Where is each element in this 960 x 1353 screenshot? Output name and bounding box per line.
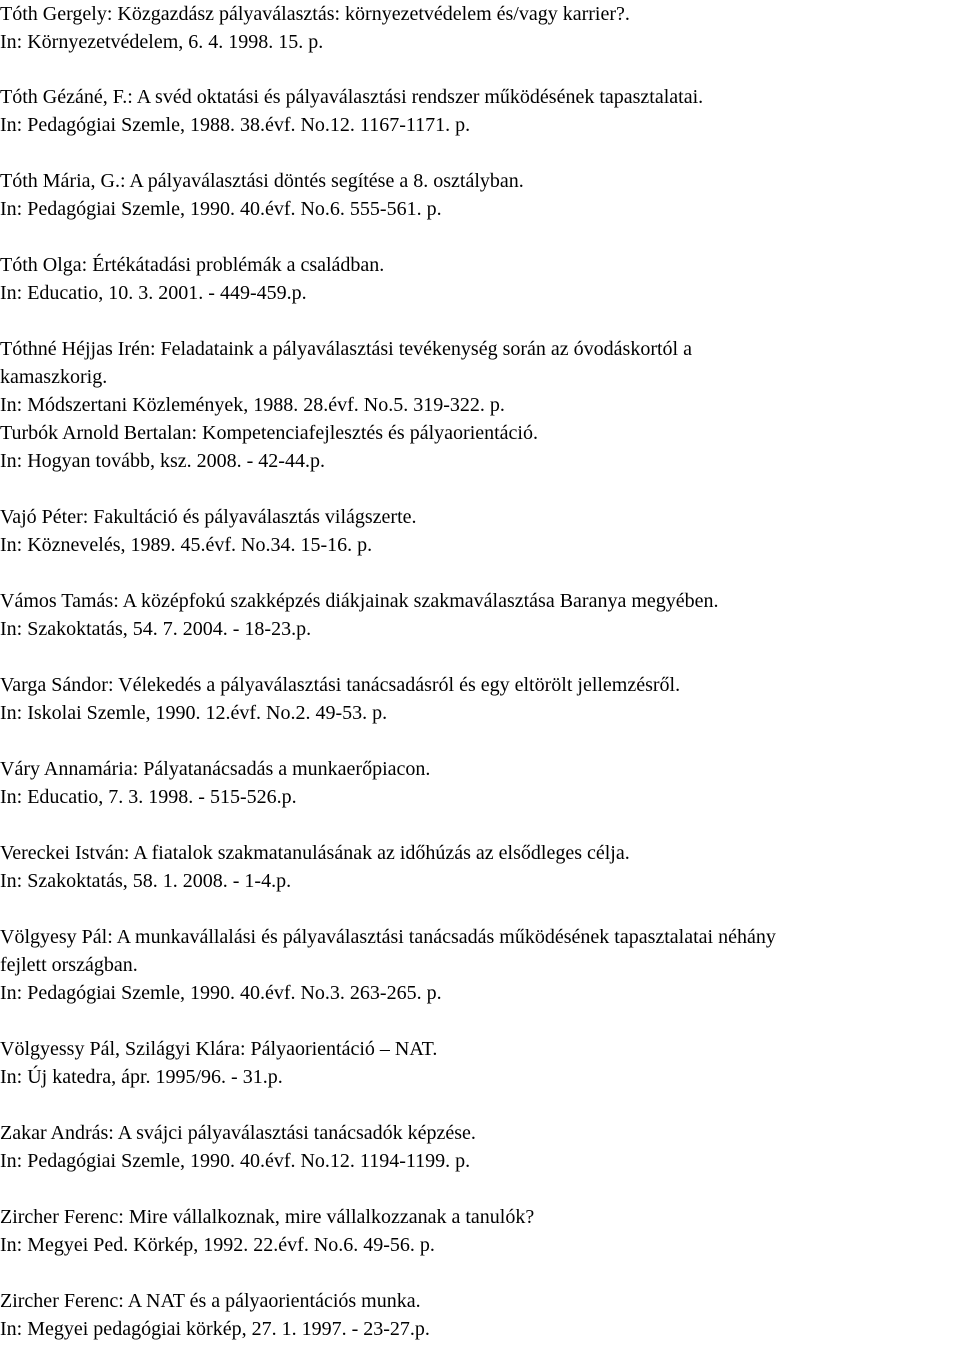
entry-source-vary: In: Educatio, 7. 3. 1998. - 515-526.p. xyxy=(0,786,297,808)
entry-source-volgyessy-szilagyi: In: Új katedra, ápr. 1995/96. - 31.p. xyxy=(0,1066,283,1088)
entry-source-varga: In: Iskolai Szemle, 1990. 12.évf. No.2. 49-53. p. xyxy=(0,702,388,724)
entry-title-toth-gergely: Tóth Gergely: Közgazdász pályaválasztás: környezetvédelem és/vagy karrier?. xyxy=(0,3,630,25)
entry-title-vereckei: Vereckei István: A fiatalok szakmatanulásának az időhúzás az elsődleges célja. xyxy=(0,842,630,864)
entry-title-vary: Váry Annamária: Pályatanácsadás a munkaerőpiacon. xyxy=(0,758,431,780)
entry-title-zircher-2: Zircher Ferenc: A NAT és a pályaorientációs munka. xyxy=(0,1290,421,1312)
entry-title-turbok: Turbók Arnold Bertalan: Kompetenciafejlesztés és pályaorientáció. xyxy=(0,422,538,444)
entry-title-toth-gezane: Tóth Gézáné, F.: A svéd oktatási és pályaválasztási rendszer működésének tapasztalatai. xyxy=(0,86,704,108)
entry-title-vajo: Vajó Péter: Fakultáció és pályaválasztás világszerte. xyxy=(0,506,417,528)
entry-source-vajo: In: Köznevelés, 1989. 45.évf. No.34. 15-16. p. xyxy=(0,534,373,556)
entry-title-volgyesy: Völgyesy Pál: A munkavállalási és pályaválasztási tanácsadás működésének tapasztalatai néhány xyxy=(0,926,776,948)
entry-title-toth-olga: Tóth Olga: Értékátadási problémák a családban. xyxy=(0,254,385,276)
entry-source-toth-gezane: In: Pedagógiai Szemle, 1988. 38.évf. No.12. 1167-1171. p. xyxy=(0,114,471,136)
entry-source-toth-maria: In: Pedagógiai Szemle, 1990. 40.évf. No.6. 555-561. p. xyxy=(0,198,442,220)
entry-title-tothne-hejjas-cont: kamaszkorig. xyxy=(0,366,108,388)
entry-source-zircher-1: In: Megyei Ped. Körkép, 1992. 22.évf. No.6. 49-56. p. xyxy=(0,1234,435,1256)
entry-title-volgyessy-szilagyi: Völgyessy Pál, Szilágyi Klára: Pályaorientáció – NAT. xyxy=(0,1038,438,1060)
entry-source-vereckei: In: Szakoktatás, 58. 1. 2008. - 1-4.p. xyxy=(0,870,292,892)
entry-title-toth-maria: Tóth Mária, G.: A pályaválasztási döntés segítése a 8. osztályban. xyxy=(0,170,524,192)
entry-title-vamos: Vámos Tamás: A középfokú szakképzés diákjainak szakmaválasztása Baranya megyében. xyxy=(0,590,719,612)
entry-title-zircher-1: Zircher Ferenc: Mire vállalkoznak, mire vállalkozzanak a tanulók? xyxy=(0,1206,535,1228)
entry-source-toth-gergely: In: Környezetvédelem, 6. 4. 1998. 15. p. xyxy=(0,31,324,53)
entry-title-tothne-hejjas: Tóthné Héjjas Irén: Feladataink a pályaválasztási tevékenység során az óvodáskortól a xyxy=(0,338,692,360)
entry-title-volgyesy-cont: fejlett országban. xyxy=(0,954,138,976)
entry-source-toth-olga: In: Educatio, 10. 3. 2001. - 449-459.p. xyxy=(0,282,307,304)
entry-source-turbok: In: Hogyan tovább, ksz. 2008. - 42-44.p. xyxy=(0,450,325,472)
entry-source-volgyesy: In: Pedagógiai Szemle, 1990. 40.évf. No.3. 263-265. p. xyxy=(0,982,442,1004)
entry-source-zircher-2: In: Megyei pedagógiai körkép, 27. 1. 1997. - 23-27.p. xyxy=(0,1318,430,1340)
entry-source-zakar: In: Pedagógiai Szemle, 1990. 40.évf. No.12. 1194-1199. p. xyxy=(0,1150,471,1172)
entry-title-varga: Varga Sándor: Vélekedés a pályaválasztási tanácsadásról és egy eltörölt jellemzésről. xyxy=(0,674,681,696)
entry-source-tothne-hejjas: In: Módszertani Közlemények, 1988. 28.évf. No.5. 319-322. p. xyxy=(0,394,505,416)
entry-source-vamos: In: Szakoktatás, 54. 7. 2004. - 18-23.p. xyxy=(0,618,312,640)
entry-title-zakar: Zakar András: A svájci pályaválasztási tanácsadók képzése. xyxy=(0,1122,476,1144)
